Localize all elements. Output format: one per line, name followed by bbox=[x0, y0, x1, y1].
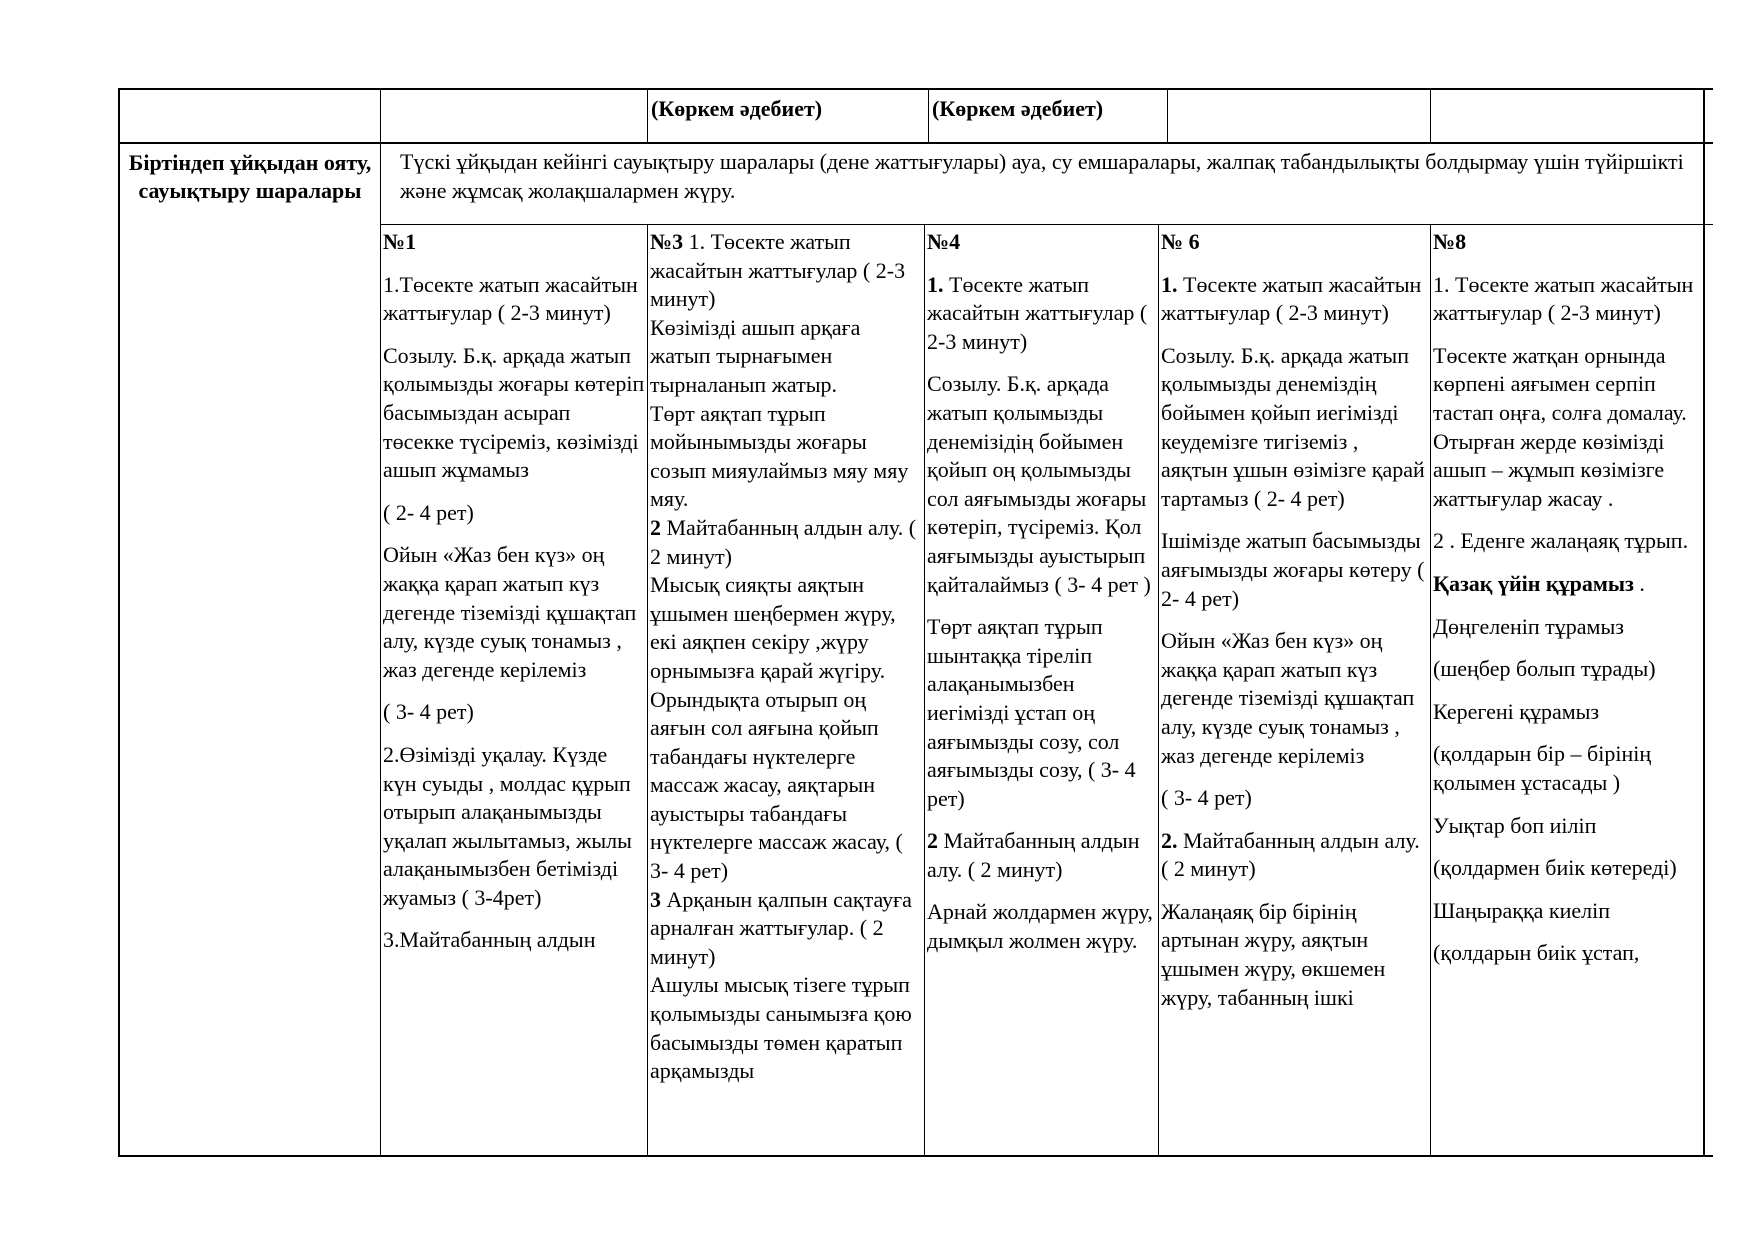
table-border-col5-left-top bbox=[1167, 88, 1168, 142]
column-8-text: (қолдарын биік ұстап, bbox=[1433, 940, 1640, 966]
column-3-text: 2 Майтабанның алдын алу. ( 2 минут) bbox=[650, 514, 917, 569]
column-6-text: Ойын «Жаз бен күз» оң жаққа қарап жатып күз дегенде тіземізді құшақтап алу, күзде суық тонамыз , жаз дегенде керілеміз bbox=[1161, 628, 1415, 768]
table-border-general-bottom bbox=[380, 224, 1713, 225]
column-3-text: Ашулы мысық тізеге тұрып қолымызды санымызға қою басымызды төмен қаратып арқамызды bbox=[650, 972, 912, 1084]
column-4-text: Арнай жолдармен жүру, дымқыл жолмен жүру. bbox=[927, 899, 1153, 954]
column-1-text: 3.Майтабанның алдын bbox=[383, 927, 596, 953]
table-border-bottom bbox=[118, 1155, 1713, 1157]
column-6-text: Жалаңаяқ бір бірінің артынан жүру, аяқтын ұшымен жүру, өкшемен жүру, табанның ішкі bbox=[1161, 898, 1386, 1010]
column-1-text: 2.Өзімізді уқалау. Күзде күн суыды , молдас құрып отырып алақанымызды уқалап жылытамыз, жылы алақанымызбен бетімізді жуамыз ( 3-4рет) bbox=[383, 741, 632, 910]
column-8-text: 2 . Еденге жалаңаяқ тұрып. bbox=[1433, 528, 1689, 554]
column-4-text: Созылу. Б.қ. арқада жатып қолымызды денемізідің бойымен қойып оң қолымызды сол аяғымызды жоғары көтеріп, түсіреміз. Қол аяғымызды ауыстырып қайталаймыз ( 3- 4 рет ) bbox=[927, 371, 1151, 597]
column-8-text: Төсекте жатқан орнында көрпені аяғымен серпіп тастап оңға, солға домалау. Отырған жерде көзімізді ашып – жұмып көзімізге жаттығулар жасау . bbox=[1433, 342, 1687, 511]
column-1 bbox=[383, 228, 645, 1154]
column-3-text: Мысық сияқты аяқтын ұшымен шеңбермен жүру, екі аяқпен секіру ,жүру орнымызға қарай жүгіру. bbox=[650, 572, 896, 683]
column-1-text: Созылу. Б.қ. арқада жатып қолымызды жоғары көтеріп басымыздан асырап төсекке түсіреміз, көзімізді ашып жұмамыз bbox=[383, 342, 645, 483]
column-6-text: ( 3- 4 рет) bbox=[1161, 785, 1252, 811]
column-8-text: (шеңбер болып тұрады) bbox=[1433, 656, 1656, 682]
column-8-text: (қолдармен биік көтереді) bbox=[1433, 855, 1677, 881]
column-1-title: №1 bbox=[383, 229, 417, 254]
column-4 bbox=[927, 228, 1156, 1154]
general-text: Түскі ұйқыдан кейінгі сауықтыру шаралары (дене жаттығулары) ауа, су емшаралары, жалпақ табандылықты болдырмау үшін түйіршікті және жұмсақ жолақшалармен жүру. bbox=[400, 149, 1684, 203]
table-border-col3-left bbox=[647, 88, 648, 142]
column-1-text: Ойын «Жаз бен күз» оң жаққа қарап жатып күз дегенде тіземізді құшақтап алу, күзде суық тонамыз , жаз дегенде керілеміз bbox=[383, 542, 637, 682]
column-6-text: 1. Төсекте жатып жасайтын жаттығулар ( 2-3 минут) bbox=[1161, 271, 1422, 326]
column-4-text: Төрт аяқтап тұрып шынтаққа тіреліп алақанымызбен иегімізді ұстап оң аяғымызды созу, сол аяғымызды созу, ( 3- 4 рет) bbox=[927, 614, 1136, 811]
column-3 bbox=[650, 228, 922, 1154]
column-6-text: Созылу. Б.қ. арқада жатып қолымызды денеміздің бойымен қойып иегімізді кеудемізге тигіземіз , аяқтын ұшын өзімізге қарай тартамыз ( 2- 4 рет) bbox=[1161, 342, 1425, 511]
column-1-text: ( 3- 4 рет) bbox=[383, 699, 474, 725]
column-8-title: №8 bbox=[1433, 229, 1467, 254]
column-8-text: (қолдарын бір – бірінің қолымен ұстасады ) bbox=[1433, 741, 1652, 795]
header-cell-col4: (Көркем әдебиет) bbox=[932, 96, 1104, 121]
column-1-text: ( 2- 4 рет) bbox=[383, 499, 474, 525]
column-6-text: 2. Майтабанның алдын алу. ( 2 минут) bbox=[1161, 827, 1420, 882]
table-border-label-divider bbox=[380, 88, 381, 1157]
table-border-col3-left-lower bbox=[647, 224, 648, 1157]
column-3-title: №3 1. Төсекте жатып жасайтын жаттығулар ( 2-3 минут) bbox=[650, 229, 906, 312]
column-8 bbox=[1433, 228, 1701, 1154]
column-3-text: 3 Арқанын қалпын сақтауға арналған жаттығулар. ( 2 минут) bbox=[650, 886, 912, 969]
column-4-text: 1. Төсекте жатып жасайтын жаттығулар ( 2-3 минут) bbox=[927, 271, 1148, 354]
column-3-text: Көзімізді ашып арқаға жатып тырнағымен тырналанып жатыр. bbox=[650, 314, 861, 397]
column-8-text: Керегені құрамыз bbox=[1433, 698, 1600, 724]
column-8-text: Қазақ үйін құрамыз . bbox=[1433, 570, 1645, 596]
column-4-text: 2 Майтабанның алдын алу. ( 2 минут) bbox=[927, 828, 1140, 882]
table-border-right bbox=[1703, 88, 1705, 1157]
column-6-text: Ішімізде жатып басымызды аяғымызды жоғары көтеру ( 2- 4 рет) bbox=[1161, 528, 1425, 611]
column-4-title: №4 bbox=[927, 229, 961, 254]
column-8-text: Шаңыраққа киеліп bbox=[1433, 897, 1611, 923]
column-6-title: № 6 bbox=[1161, 229, 1200, 254]
column-8-text: Уықтар боп иіліп bbox=[1433, 812, 1597, 838]
table-border-col8-left bbox=[1430, 88, 1431, 142]
table-border-col8-left-lower bbox=[1430, 224, 1431, 1157]
column-1-text: 1.Төсекте жатып жасайтын жаттығулар ( 2-3 минут) bbox=[383, 271, 638, 326]
table-border-col4-left-lower bbox=[924, 224, 925, 1157]
table-border-header-bottom bbox=[118, 142, 1713, 144]
column-3-text: Орындықта отырып оң аяғын сол аяғына қойып табандағы нүктелерге массаж жасау, аяқтарын ауыстыры табандағы нүктелерге массаж жасау, ( 3- 4 рет) bbox=[650, 686, 903, 884]
header-cell-col3: (Көркем әдебиет) bbox=[651, 96, 823, 121]
table-border-col6-left-lower bbox=[1158, 224, 1159, 1157]
column-3-text: Төрт аяқтап тұрып мойынымызды жоғары созып мияулаймыз мяу мяу мяу. bbox=[650, 400, 909, 512]
table-border-col4-left-top bbox=[928, 88, 929, 142]
column-8-text: Дөңгеленіп тұрамыз bbox=[1433, 613, 1624, 639]
row-label: Біртіндеп ұйқыдан ояту, сауықтыру шаралары bbox=[128, 150, 372, 203]
table-border-left bbox=[118, 88, 120, 1157]
column-6 bbox=[1161, 228, 1428, 1154]
table-border-top bbox=[118, 88, 1713, 90]
column-8-text: 1. Төсекте жатып жасайтын жаттығулар ( 2-3 минут) bbox=[1433, 271, 1694, 326]
